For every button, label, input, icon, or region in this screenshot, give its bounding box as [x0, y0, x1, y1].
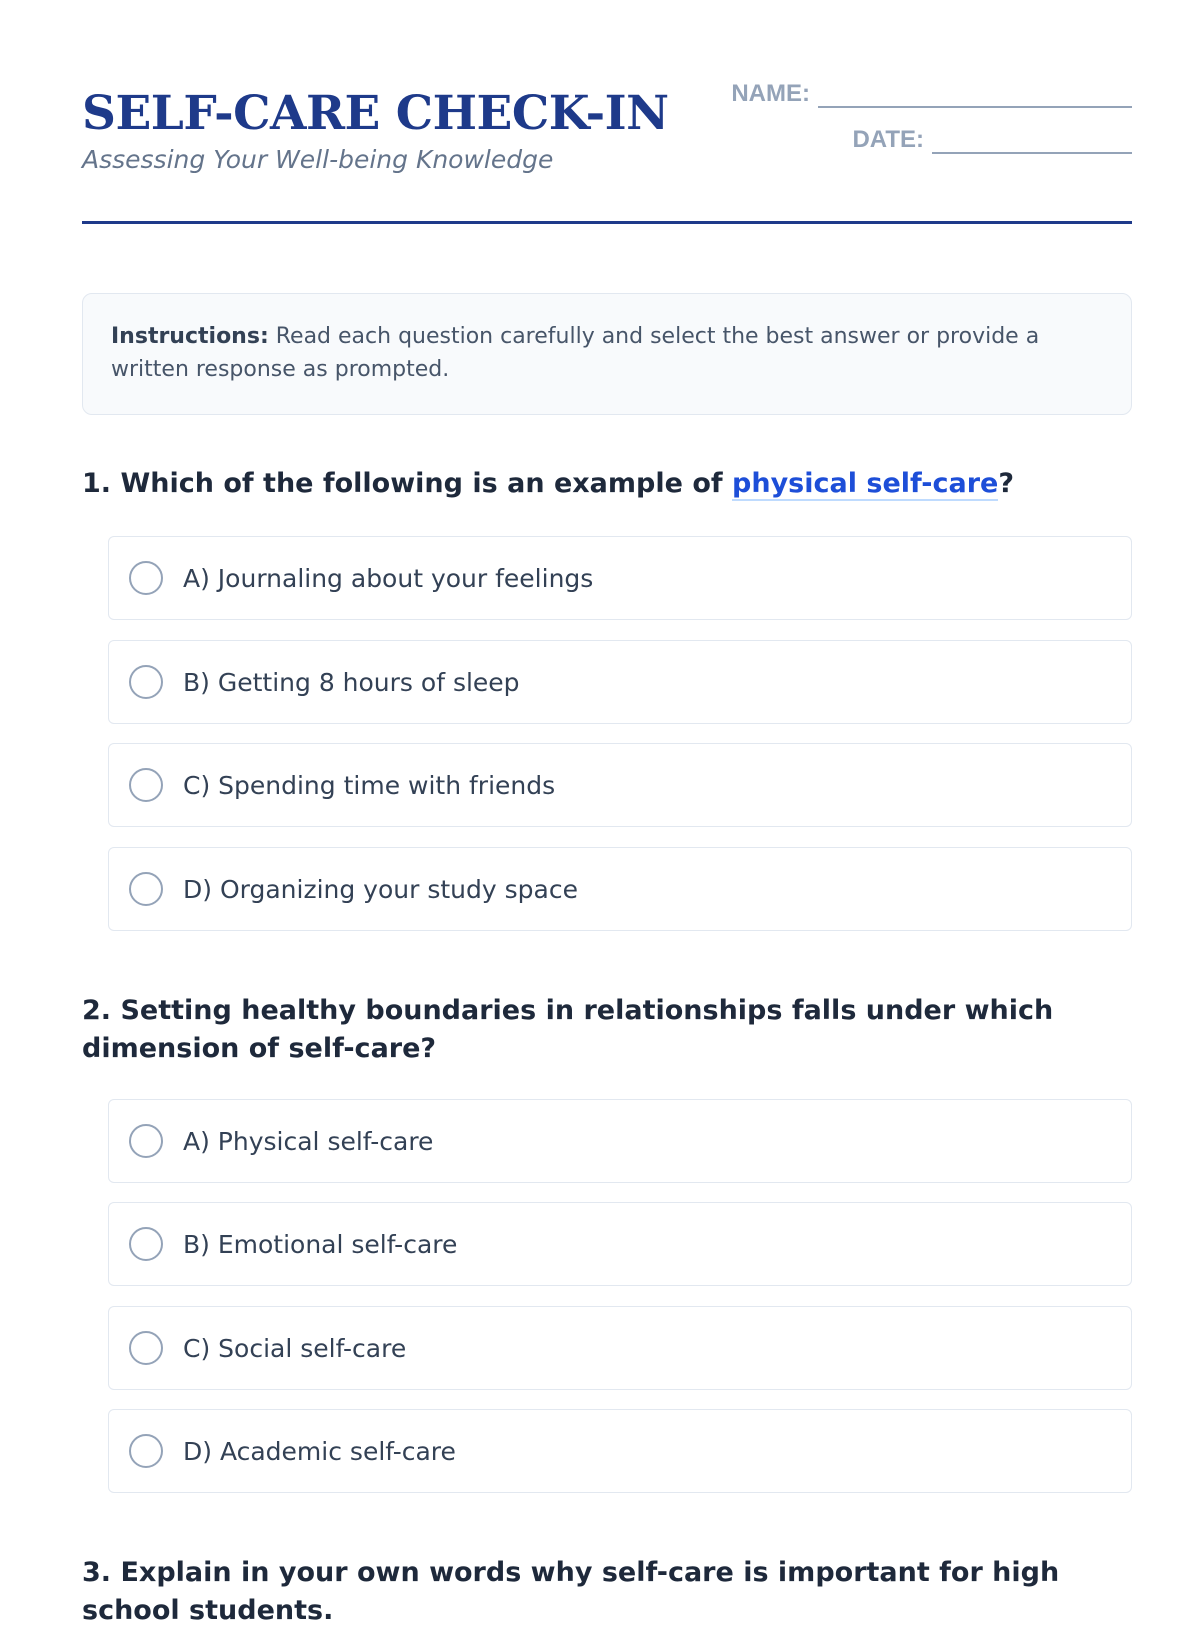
question-2-option-d[interactable] [108, 1409, 1132, 1493]
option-label: C) Social self-care [183, 1333, 407, 1363]
question-keyword-link[interactable]: physical self-care [732, 468, 999, 499]
name-blank-line[interactable] [818, 82, 1132, 108]
question-2-option-b[interactable] [108, 1202, 1132, 1286]
question-text: Explain in your own words why self-care is important for high school students. [82, 1557, 1060, 1626]
question-1-prompt [82, 465, 1142, 503]
option-label: D) Organizing your study space [183, 874, 578, 904]
question-1-option-c[interactable] [108, 743, 1132, 827]
radio-button[interactable] [129, 1331, 163, 1365]
instructions-text: Read each question carefully and select the best answer or provide a written response as prompted. [111, 324, 1040, 382]
page-subtitle: Assessing Your Well-being Knowledge [82, 145, 554, 174]
question-1-option-a[interactable] [108, 536, 1132, 620]
page-title: SELF-CARE CHECK-IN [82, 86, 669, 141]
name-label: NAME: [731, 80, 810, 107]
option-label: C) Spending time with friends [183, 770, 556, 800]
question-2-option-c[interactable] [108, 1306, 1132, 1390]
radio-button[interactable] [129, 872, 163, 906]
option-label: B) Getting 8 hours of sleep [183, 667, 520, 697]
name-field[interactable] [731, 82, 1132, 108]
radio-button[interactable] [129, 561, 163, 595]
question-2-option-a[interactable] [108, 1099, 1132, 1183]
question-1-option-b[interactable] [108, 640, 1132, 724]
question-text: Which of the following is an example of [120, 468, 733, 499]
radio-button[interactable] [129, 768, 163, 802]
question-text-end: ? [998, 468, 1015, 499]
radio-button[interactable] [129, 1434, 163, 1468]
option-label: B) Emotional self-care [183, 1229, 458, 1259]
date-blank-line[interactable] [932, 128, 1132, 154]
worksheet-header [82, 80, 1132, 224]
date-label: DATE: [852, 126, 924, 153]
option-label: A) Journaling about your feelings [183, 563, 594, 593]
question-2-prompt [82, 992, 1142, 1068]
question-text: Setting healthy boundaries in relationships falls under which dimension of self-care? [82, 995, 1054, 1064]
question-number: 1. [82, 468, 112, 499]
question-3-prompt [82, 1554, 1142, 1630]
option-label: A) Physical self-care [183, 1126, 434, 1156]
question-number: 3. [82, 1557, 112, 1588]
radio-button[interactable] [129, 1227, 163, 1261]
instructions-label: Instructions: [111, 324, 269, 349]
radio-button[interactable] [129, 1124, 163, 1158]
instructions-box [82, 293, 1132, 415]
radio-button[interactable] [129, 665, 163, 699]
question-number: 2. [82, 995, 112, 1026]
date-field[interactable] [852, 128, 1132, 154]
question-1-option-d[interactable] [108, 847, 1132, 931]
option-label: D) Academic self-care [183, 1436, 456, 1466]
